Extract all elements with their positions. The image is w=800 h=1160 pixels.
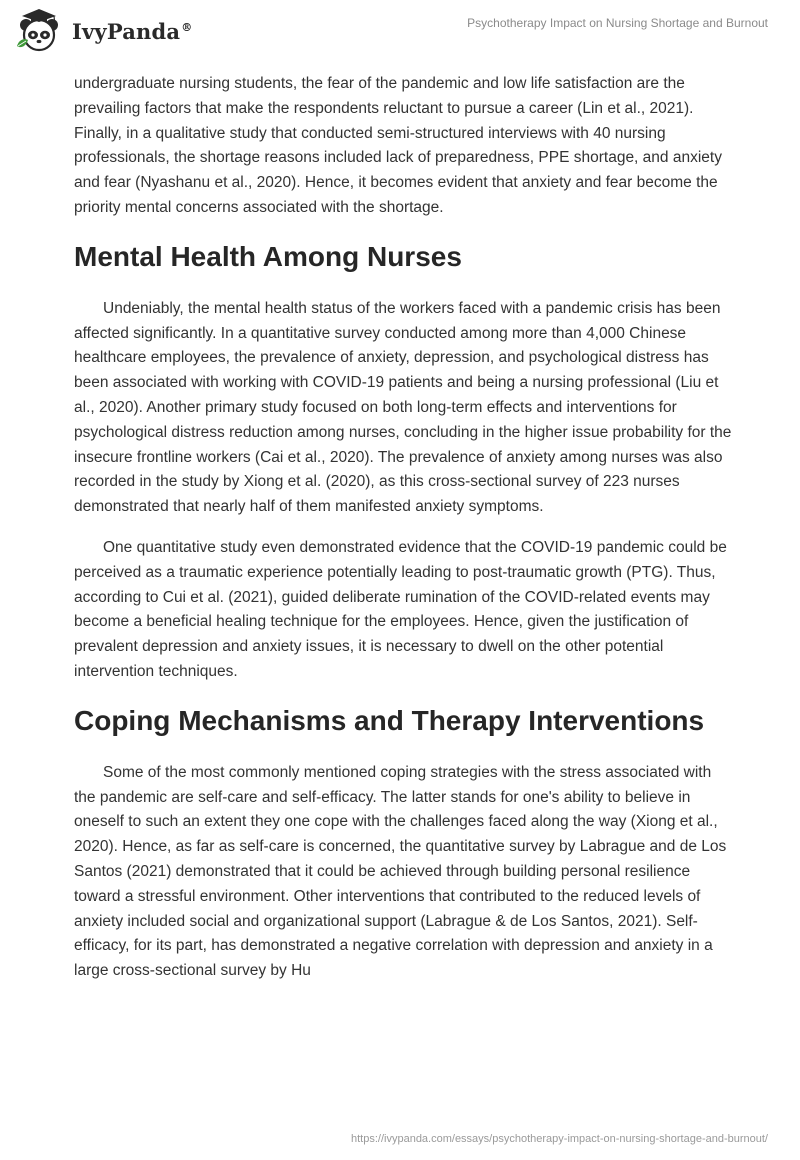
brand-label: IvyPanda (72, 18, 181, 44)
paragraph: One quantitative study even demonstrated evidence that the COVID-19 pandemic could be perceived as a traumatic experience potentially leading to post-traumatic growth (PTG). Thus, according to Cui et al. (2021), guided deliberate rumination of the COVID-related events may become a beneficial healing technique for the employees. Hence, given the justification of prevalent depression and anxiety issues, it is necessary to dwell on the other potential intervention techniques. (74, 538, 727, 680)
essay-body (74, 72, 734, 1000)
source-url[interactable]: https://ivypanda.com/essays/psychotherapy-impact-on-nursing-shortage-and-burnout/ (351, 1133, 768, 1145)
section-heading: Coping Mechanisms and Therapy Interventions (74, 704, 705, 736)
panda-graduate-icon (14, 6, 64, 56)
paragraph: undergraduate nursing students, the fear of the pandemic and low life satisfaction are the prevailing factors that make the respondents reluctant to pursue a career (Lin et al., 2021). Finally, in a qualitative study that conducted semi-structured interviews with 40 nursing professionals, the shortage reasons included lack of preparedness, PPE shortage, and anxiety and fear (Nyashanu et al., 2020). Hence, it becomes evident that anxiety and fear become the priority mental concerns associated with the shortage. (74, 75, 722, 216)
brand-name (72, 19, 192, 44)
document-title: Psychotherapy Impact on Nursing Shortage and Burnout (467, 16, 768, 30)
section-heading: Mental Health Among Nurses (74, 240, 462, 272)
paragraph: Undeniably, the mental health status of the workers faced with a pandemic crisis has been affected significantly. In a quantitative survey conducted among more than 4,000 Chinese healthcare employees, the prevalence of anxiety, depression, and psychological distress has been associated with working with COVID-19 patients and being a nursing professional (Liu et al., 2020). Another primary study focused on both long-term effects and interventions for psychological distress reduction among nurses, concluding in the higher issue probability for the insecure frontline workers (Cai et al., 2020). The prevalence of anxiety among nurses was also recorded in the study by Xiong et al. (2020), as this cross-sectional survey of 223 nurses demonstrated that nearly half of them manifested anxiety symptoms. (74, 299, 732, 516)
registered-mark: ® (181, 20, 193, 34)
ivypanda-logo[interactable] (14, 6, 192, 56)
page-header (0, 0, 800, 62)
paragraph: Some of the most commonly mentioned coping strategies with the stress associated with the pandemic are self-care and self-efficacy. The latter stands for one's ability to believe in oneself to such an extent they one cope with the challenges faced along the way (Xiong et al., 2020). Hence, as far as self-care is concerned, the quantitative survey by Labrague and de Los Santos (2021) demonstrated that it could be achieved through building personal resilience toward a stressful environment. Other interventions that contributed to the reduced levels of anxiety included social and organizational support (Labrague & de Los Santos, 2021). Self-efficacy, for its part, has demonstrated a negative correlation with depression and anxiety in a large cross-sectional survey by Hu (74, 763, 727, 980)
